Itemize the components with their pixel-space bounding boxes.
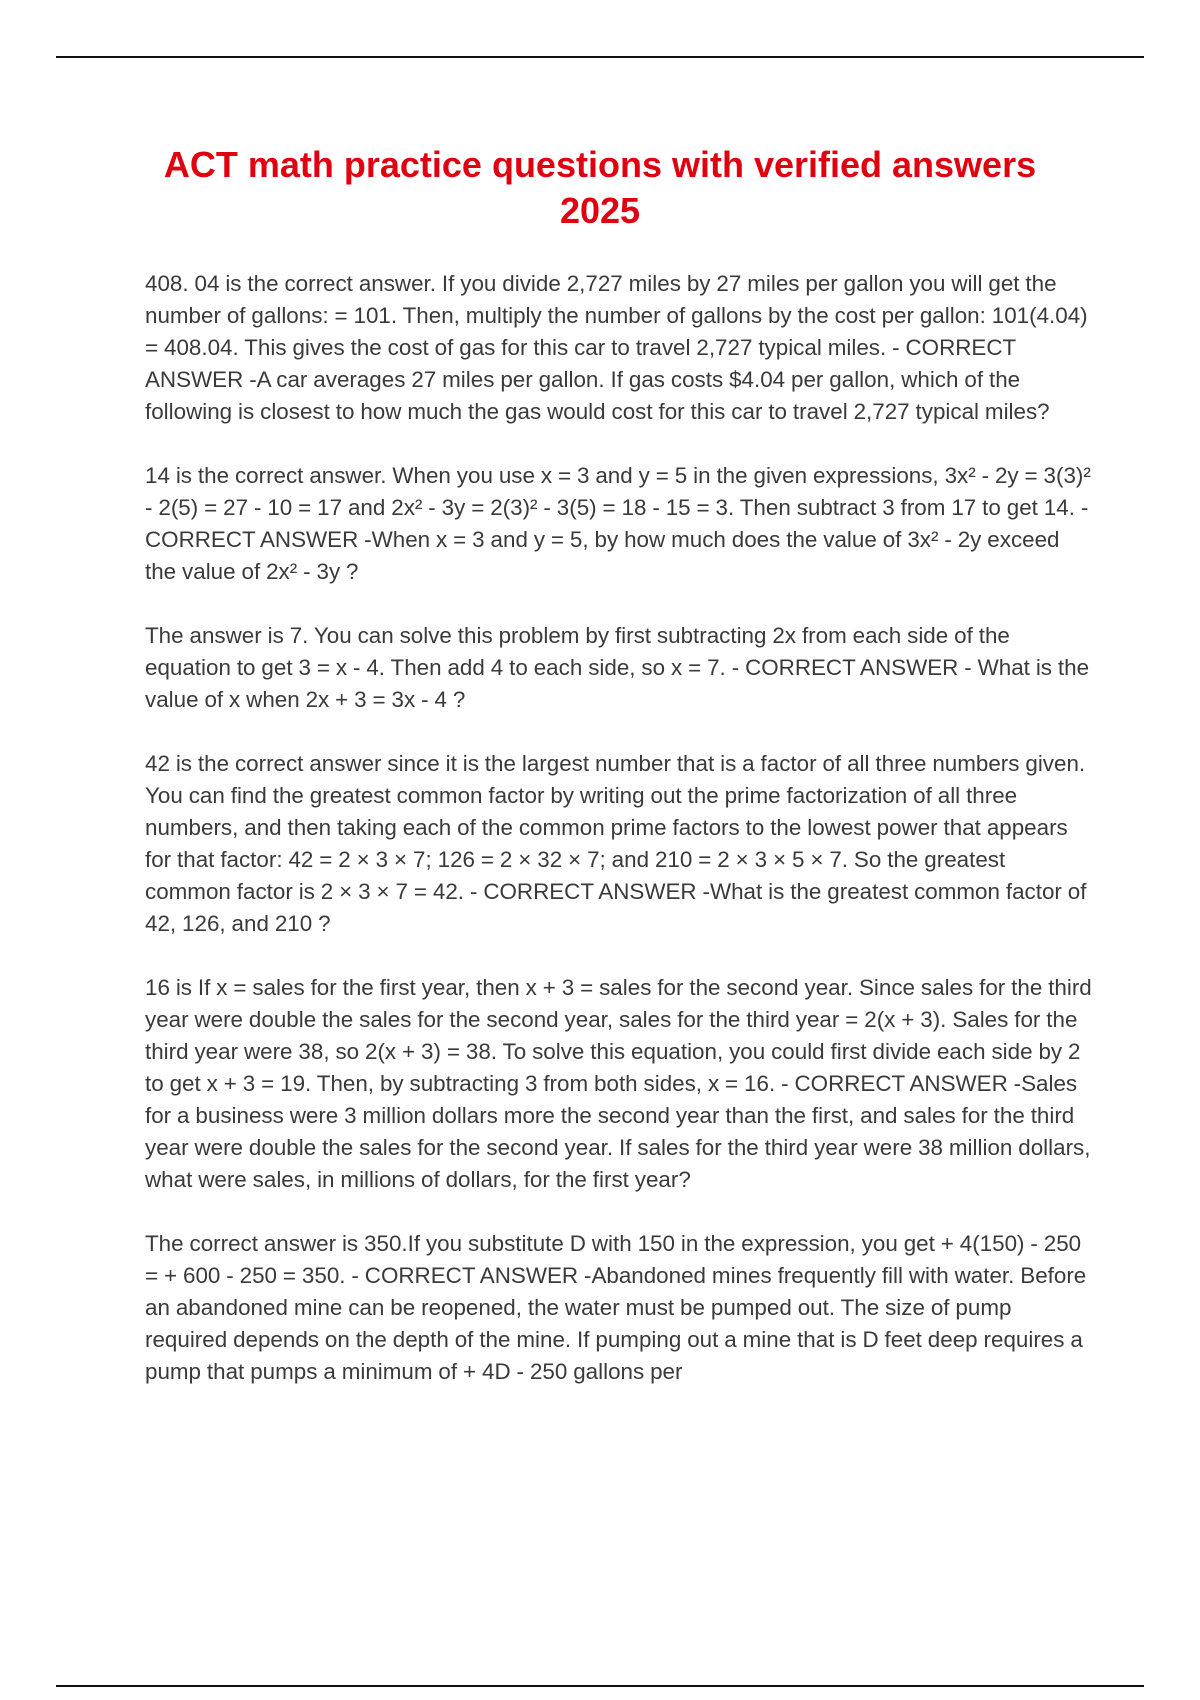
- answer-paragraph-greatest-common-factor: 42 is the correct answer since it is the largest number that is a factor of all three numbers given. You can find the greatest common factor by writing out the prime factorization of all three numbers, and then taking each of the common prime factors to the lowest power that appears for that factor: 42 = 2 × 3 × 7; 126 = 2 × 32 × 7; and 210 = 2 × 3 × 5 × 7. So the greatest common factor is 2 × 3 × 7 = 42. - CORRECT ANSWER -What is the greatest common factor of 42, 126, and 210 ?: [145, 751, 1087, 936]
- document-body: [145, 268, 1093, 1420]
- top-rule: [56, 56, 1144, 58]
- answer-paragraph-solve-x: The answer is 7. You can solve this problem by first subtracting 2x from each side of the equation to get 3 = x - 4. Then add 4 to each side, so x = 7. - CORRECT ANSWER - What is the value of x when 2x + 3 = 3x - 4 ?: [145, 623, 1090, 712]
- answer-paragraph-mine-pump: The correct answer is 350.If you substitute D with 150 in the expression, you get + 4(150) - 250 = + 600 - 250 = 350. - CORRECT ANSWER -Abandoned mines frequently fill with water. Before an abandoned mine can be reopened, the water must be pumped out. The size of pump required depends on the depth of the mine. If pumping out a mine that is D feet deep requires a pump that pumps a minimum of + 4D - 250 gallons per: [145, 1231, 1087, 1384]
- answer-paragraph-expression-difference: 14 is the correct answer. When you use x = 3 and y = 5 in the given expressions, 3x² - 2y = 3(3)² - 2(5) = 27 - 10 = 17 and 2x² - 3y = 2(3)² - 3(5) = 18 - 15 = 3. Then subtract 3 from 17 to get 14. - CORRECT ANSWER -When x = 3 and y = 5, by how much does the value of 3x² - 2y exceed the value of 2x² - 3y ?: [145, 463, 1091, 584]
- answer-paragraph-sales: 16 is If x = sales for the first year, then x + 3 = sales for the second year. Since sales for the third year were double the sales for the second year, sales for the third year = 2(x + 3). Sales for the third year were 38, so 2(x + 3) = 38. To solve this equation, you could first divide each side by 2 to get x + 3 = 19. Then, by subtracting 3 from both sides, x = 16. - CORRECT ANSWER -Sales for a business were 3 million dollars more the second year than the first, and sales for the third year were double the sales for the second year. If sales for the third year were 38 million dollars, what were sales, in millions of dollars, for the first year?: [145, 975, 1092, 1192]
- answer-paragraph-gas-cost: 408. 04 is the correct answer. If you divide 2,727 miles by 27 miles per gallon you will get the number of gallons: = 101. Then, multiply the number of gallons by the cost per gallon: 101(4.04) = 408.04. This gives the cost of gas for this car to travel 2,727 typical miles. - CORRECT ANSWER -A car averages 27 miles per gallon. If gas costs $4.04 per gallon, which of the following is closest to how much the gas would cost for this car to travel 2,727 typical miles?: [145, 271, 1088, 424]
- document-title: ACT math practice questions with verified answers 2025: [163, 144, 1037, 231]
- bottom-rule: [56, 1685, 1144, 1687]
